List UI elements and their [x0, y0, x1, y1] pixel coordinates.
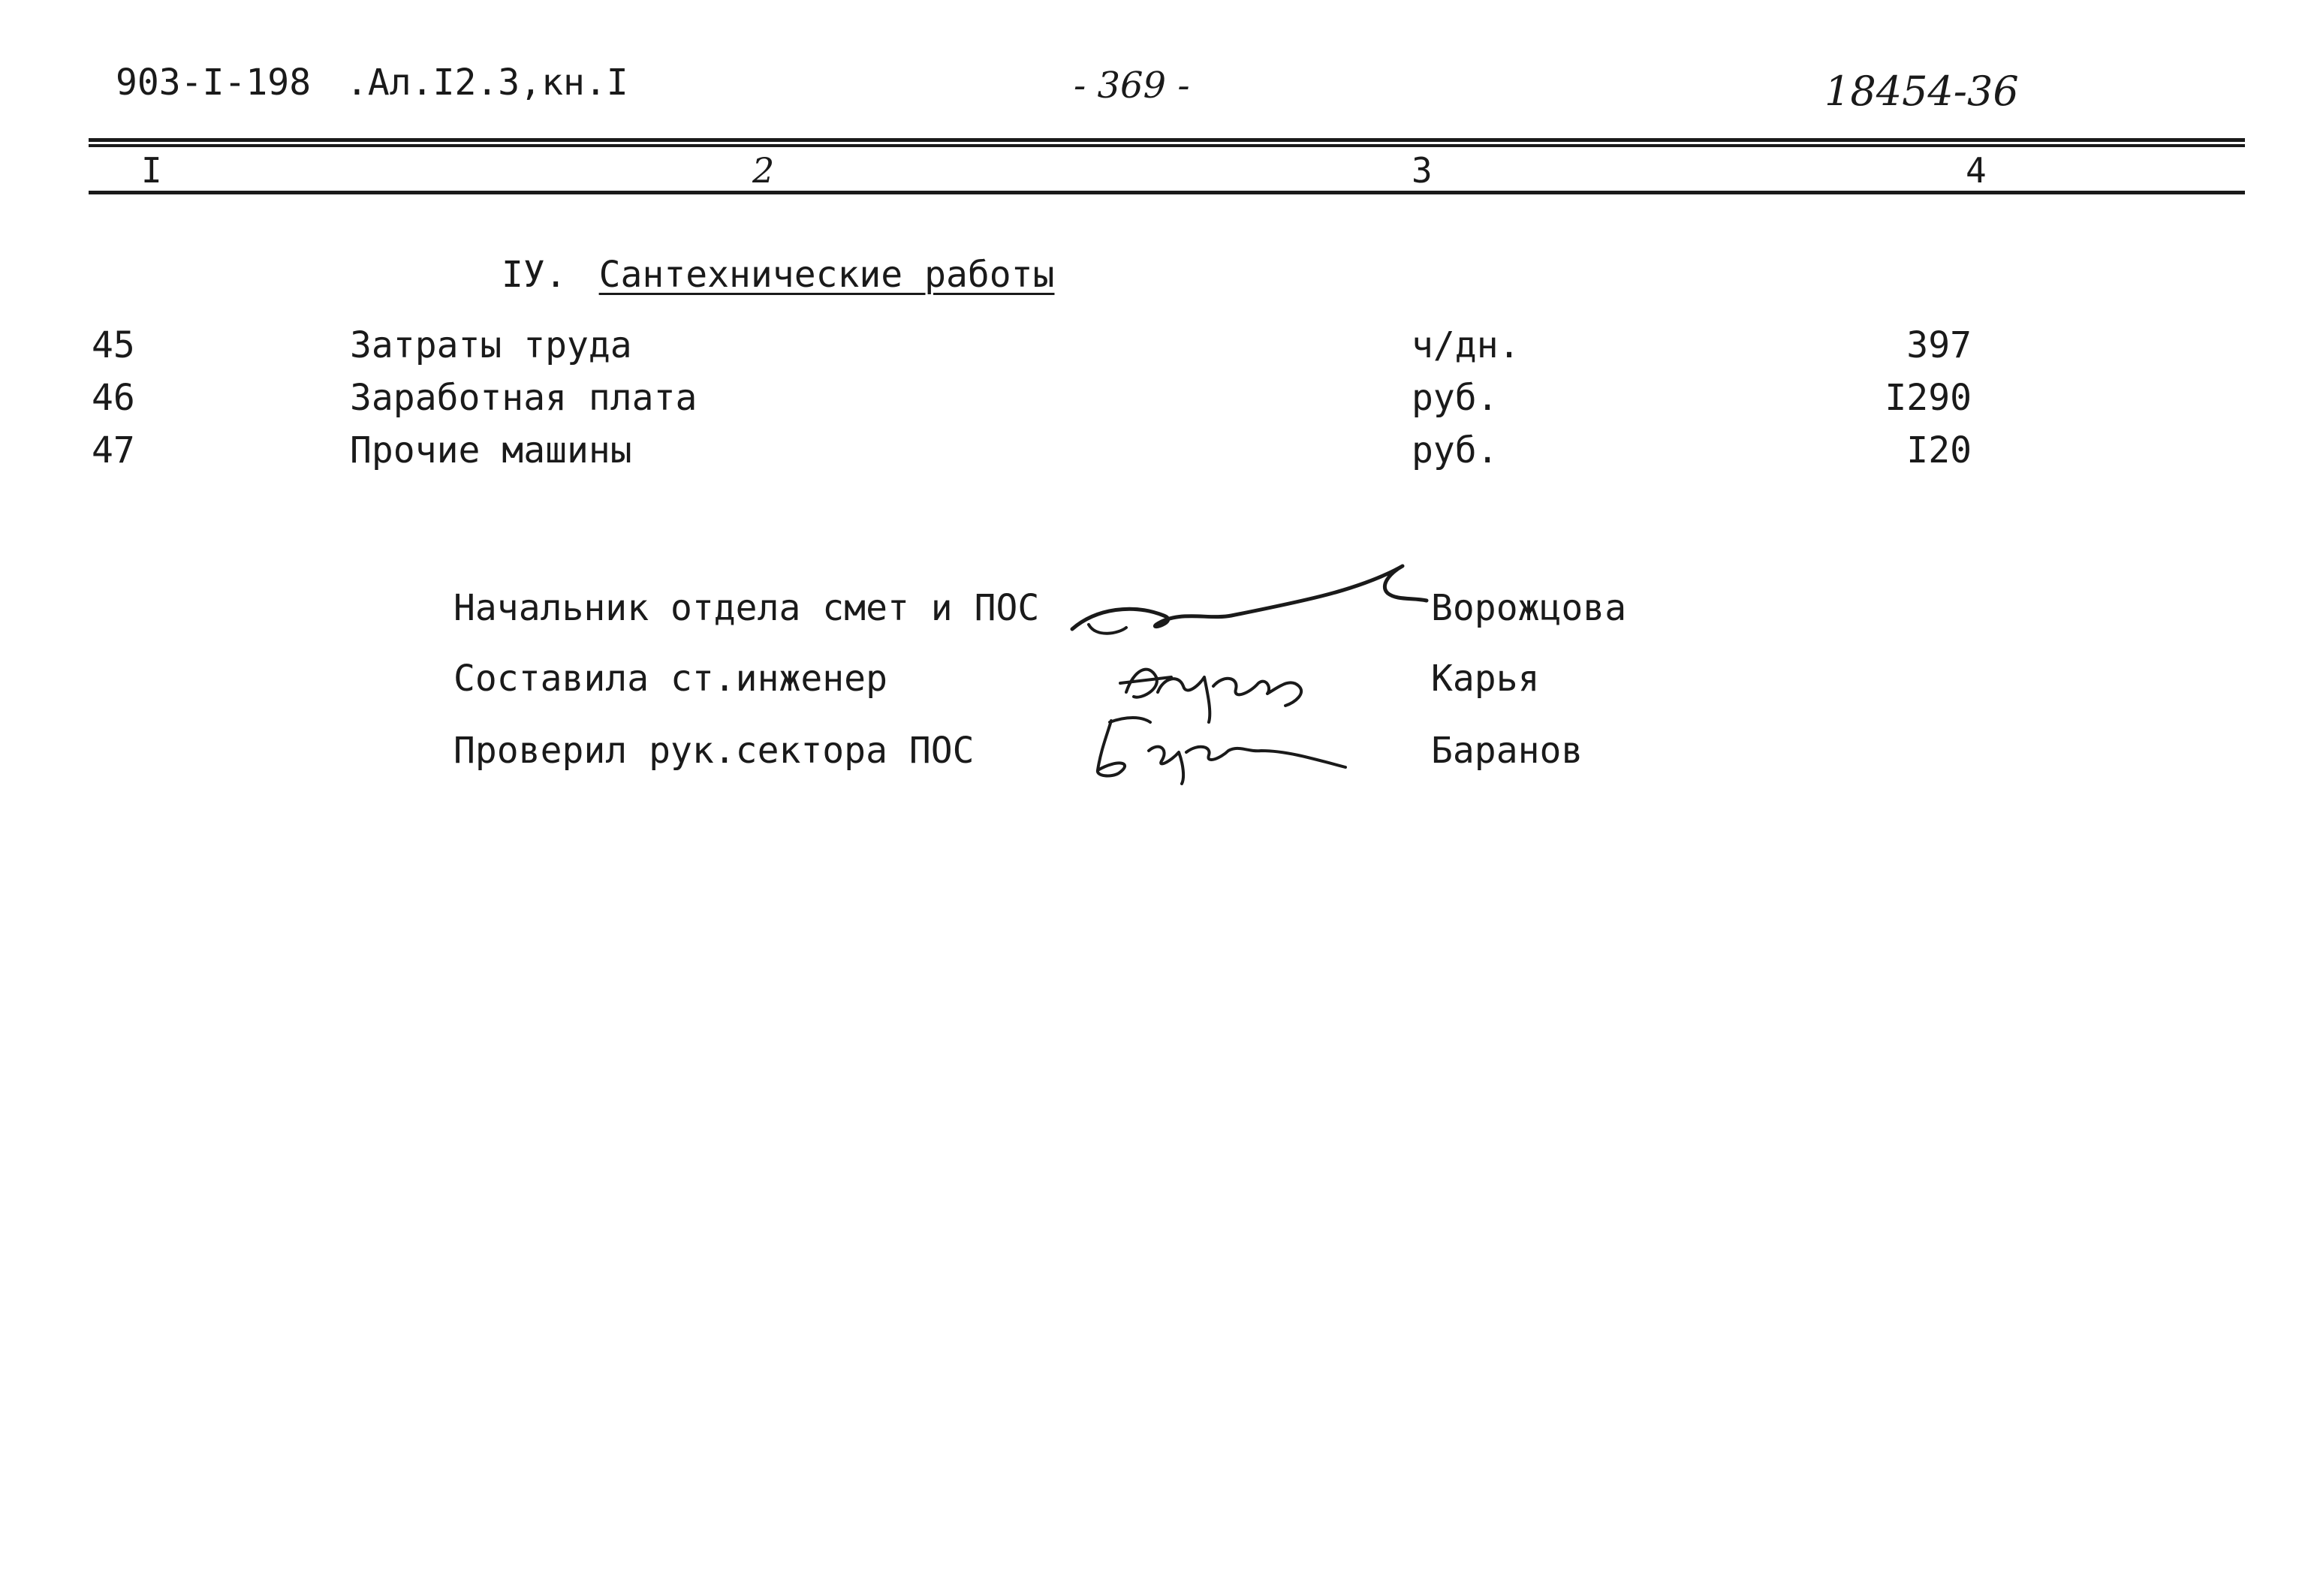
row-value: I290 [1885, 377, 1972, 419]
signature-scribble-3 [1081, 706, 1366, 788]
signer-name: Ворожцова [1431, 587, 1627, 629]
row-unit: руб. [1412, 377, 1499, 419]
signer-position: Начальник отдела смет и ПОС [453, 587, 1040, 629]
column-number-2: 2 [752, 150, 775, 191]
row-number: 45 [92, 324, 135, 366]
row-name: Прочие машины [350, 429, 632, 471]
signer-position: Составила ст.инженер [453, 658, 887, 700]
signer-name: Баранов [1431, 730, 1583, 772]
signer-position: Проверил рук.сектора ПОС [453, 730, 975, 772]
document-code [116, 62, 628, 104]
section-number: IУ. [502, 254, 567, 296]
column-number-4: 4 [1966, 150, 1987, 191]
row-unit: руб. [1412, 429, 1499, 471]
row-name: Заработная плата [350, 377, 698, 419]
page-number: - 369 - [1074, 65, 1190, 107]
section-title: Сантехнические работы [598, 254, 1055, 296]
doc-ref: .Ал.I2.3,кн.I [346, 62, 628, 104]
row-unit: ч/дн. [1412, 324, 1520, 366]
row-value: I20 [1906, 429, 1972, 471]
table-row [0, 429, 2305, 474]
signature-scribble-1 [1066, 556, 1442, 653]
doc-code: 903-I-198 [116, 62, 312, 104]
table-row [0, 324, 2305, 369]
row-number: 47 [92, 429, 135, 471]
row-name: Затраты труда [350, 324, 632, 366]
inventory-number: 18454-36 [1824, 68, 2019, 115]
header-rule-bottom [89, 191, 2245, 194]
column-number-1: I [141, 150, 162, 191]
column-number-3: 3 [1412, 150, 1433, 191]
header-rule-top [89, 138, 2245, 142]
header-rule-top-2 [89, 144, 2245, 147]
table-row [0, 377, 2305, 422]
signer-name: Карья [1431, 658, 1540, 700]
row-number: 46 [92, 377, 135, 419]
row-value: 397 [1906, 324, 1972, 366]
section-heading [502, 254, 1054, 296]
